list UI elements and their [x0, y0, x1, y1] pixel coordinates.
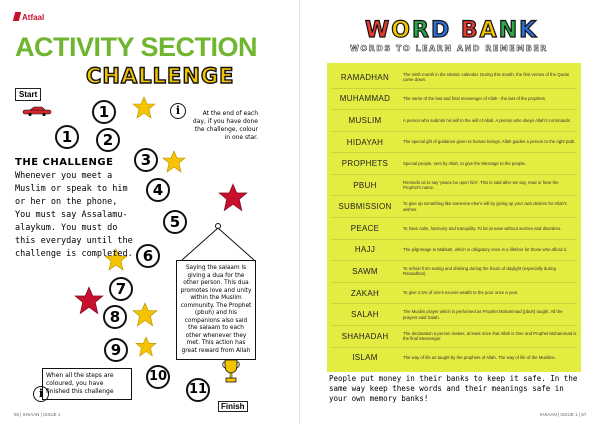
- word-cell: PROPHETS: [341, 159, 389, 169]
- table-row: [331, 326, 577, 348]
- brand-mark-icon: [13, 12, 21, 21]
- definition-cell: To give 2.5% of one's excess wealth to the poor once a year.: [403, 290, 519, 296]
- table-row: [331, 261, 577, 283]
- car-icon: [22, 106, 52, 116]
- table-row: [331, 196, 577, 218]
- table-row: [331, 348, 577, 369]
- step-circle-3[interactable]: 3: [134, 148, 158, 172]
- star-icon[interactable]: [74, 286, 104, 316]
- word-cell: SAWM: [352, 266, 378, 276]
- star-icon[interactable]: [135, 336, 157, 358]
- word-cell: RAMADHAN: [340, 72, 390, 82]
- definition-cell: The declaration a person makes, at least once that Allah is One and Prophet Muhammad is the final Messenger.: [403, 330, 577, 342]
- word-cell: HIDAYAH: [346, 137, 384, 147]
- step-circle-10[interactable]: 10: [146, 365, 170, 389]
- activity-section-title: ACTIVITY SECTION: [15, 32, 258, 62]
- definition-cell: The way of life as taught by the prophets of Allah. The way of life of the Muslims.: [403, 355, 556, 361]
- step-circle-5[interactable]: 5: [163, 210, 187, 234]
- step-circle-4[interactable]: 4: [146, 178, 170, 202]
- challenge-heading: THE CHALLENGE: [15, 157, 114, 168]
- note-finished: When all the steps are coloured, you have finished this challenge: [42, 368, 132, 400]
- definition-cell: Special people, sent by Allah, to give the Message to the people.: [403, 160, 527, 166]
- challenge-title: CHALLENGE: [86, 64, 235, 88]
- word-bank-title: WORD BANK: [365, 18, 539, 43]
- trophy-icon: [222, 358, 240, 384]
- word-cell: HAJJ: [354, 245, 376, 255]
- definition-cell: The special gift of guidance given to human beings. Allah guides a person to the right path.: [403, 139, 576, 145]
- definition-cell: The name of the last and final messenger of Allah - the last of the prophets.: [403, 96, 547, 102]
- table-row: [331, 175, 577, 197]
- brand-text: Atfaal: [22, 13, 45, 22]
- step-circle-1[interactable]: 1: [92, 100, 116, 124]
- word-cell: SALAH: [351, 310, 379, 320]
- start-label: Start: [15, 88, 41, 101]
- star-icon[interactable]: [162, 150, 186, 174]
- step-circle-8[interactable]: 8: [103, 305, 127, 329]
- star-icon[interactable]: [132, 302, 158, 328]
- word-bank-closing-text: People put money in their banks to keep it safe. In the same way keep these words and their meanings safe in your own memory banks!: [329, 374, 578, 403]
- word-bank-subtitle: WORDS TO LEARN AND REMEMBER: [350, 44, 548, 53]
- note-colour-star: At the end of each day, if you have done the challenge, colour in one star.: [192, 110, 258, 141]
- finish-label: Finish: [218, 401, 248, 412]
- step-circle-6[interactable]: 6: [136, 244, 160, 268]
- info-icon: i: [170, 103, 186, 119]
- table-row: [331, 110, 577, 132]
- star-icon[interactable]: [218, 183, 248, 213]
- table-row: [331, 283, 577, 305]
- star-icon[interactable]: [132, 96, 156, 120]
- step-circle-1-alt[interactable]: 1: [55, 125, 79, 149]
- definition-cell: A person who submits his will to the will of Allah. A person who obeys Allah's commands.: [403, 117, 572, 123]
- salaam-info-sign: Saying the salaam is giving a dua for the other person. This dua promotes love and unity within the Muslim community. The Prophet (pbuh) and his companions also said the salaam to each other whenever they met. This action has great reward from Allah: [176, 260, 256, 360]
- table-row: [331, 218, 577, 240]
- table-row: [331, 67, 577, 89]
- hanging-sign-icon: [178, 222, 258, 262]
- definition-cell: To refrain from eating and drinking during the hours of daylight (especially during Ramadhan).: [403, 266, 556, 277]
- left-page-footer: 56 | IHSAAN | ISSUE 1: [14, 412, 61, 417]
- table-row: [331, 132, 577, 154]
- step-circle-9[interactable]: 9: [104, 338, 128, 362]
- right-page-footer: IHSAAN | ISSUE 1 | 57: [540, 412, 587, 417]
- step-circle-7[interactable]: 7: [109, 277, 133, 301]
- word-cell: ZAKAH: [350, 288, 380, 298]
- word-cell: PEACE: [350, 223, 380, 233]
- word-cell: ISLAM: [352, 353, 378, 363]
- table-row: [331, 240, 577, 262]
- word-cell: SUBMISSION: [338, 202, 392, 212]
- challenge-text: Whenever you meet a Muslim or speak to him or her on the phone, You must say Assalamu-alaykum. You must do this everyday until the challenge is completed.: [15, 171, 133, 259]
- word-cell: SHAHADAH: [341, 331, 389, 341]
- info-icon: i: [33, 386, 49, 402]
- definition-cell: Reminds us to say 'peace be upon him'. This is said after we say, read or hear the Prophet's name.: [403, 179, 559, 191]
- definition-cell: The pilgrimage to Makkah, which is obligatory once in a lifetime for those who afford it.: [403, 247, 567, 253]
- table-row: [331, 153, 577, 175]
- definition-cell: To give up something like someone else's will by giving up your own desires for Allah's wishes.: [403, 201, 567, 212]
- brand-label: [14, 12, 44, 22]
- definition-cell: The ninth month in the Islamic calendar. During this month, the first verses of the Quran came down.: [403, 71, 570, 83]
- word-bank-table: [327, 63, 581, 372]
- word-cell: PBUH: [353, 180, 377, 190]
- table-row: [331, 304, 577, 326]
- definition-cell: The Muslim prayer which is performed as Prophet Muhammad (pbuh) taught. All the prayers said Salah.: [403, 309, 563, 320]
- definition-cell: To have calm, harmony and tranquility. To be at ease without worries and disorders.: [403, 225, 562, 231]
- word-cell: MUHAMMAD: [339, 94, 391, 104]
- table-row: [331, 89, 577, 111]
- word-cell: MUSLIM: [348, 115, 382, 125]
- step-circle-2[interactable]: 2: [96, 128, 120, 152]
- step-circle-11[interactable]: 11: [186, 378, 210, 402]
